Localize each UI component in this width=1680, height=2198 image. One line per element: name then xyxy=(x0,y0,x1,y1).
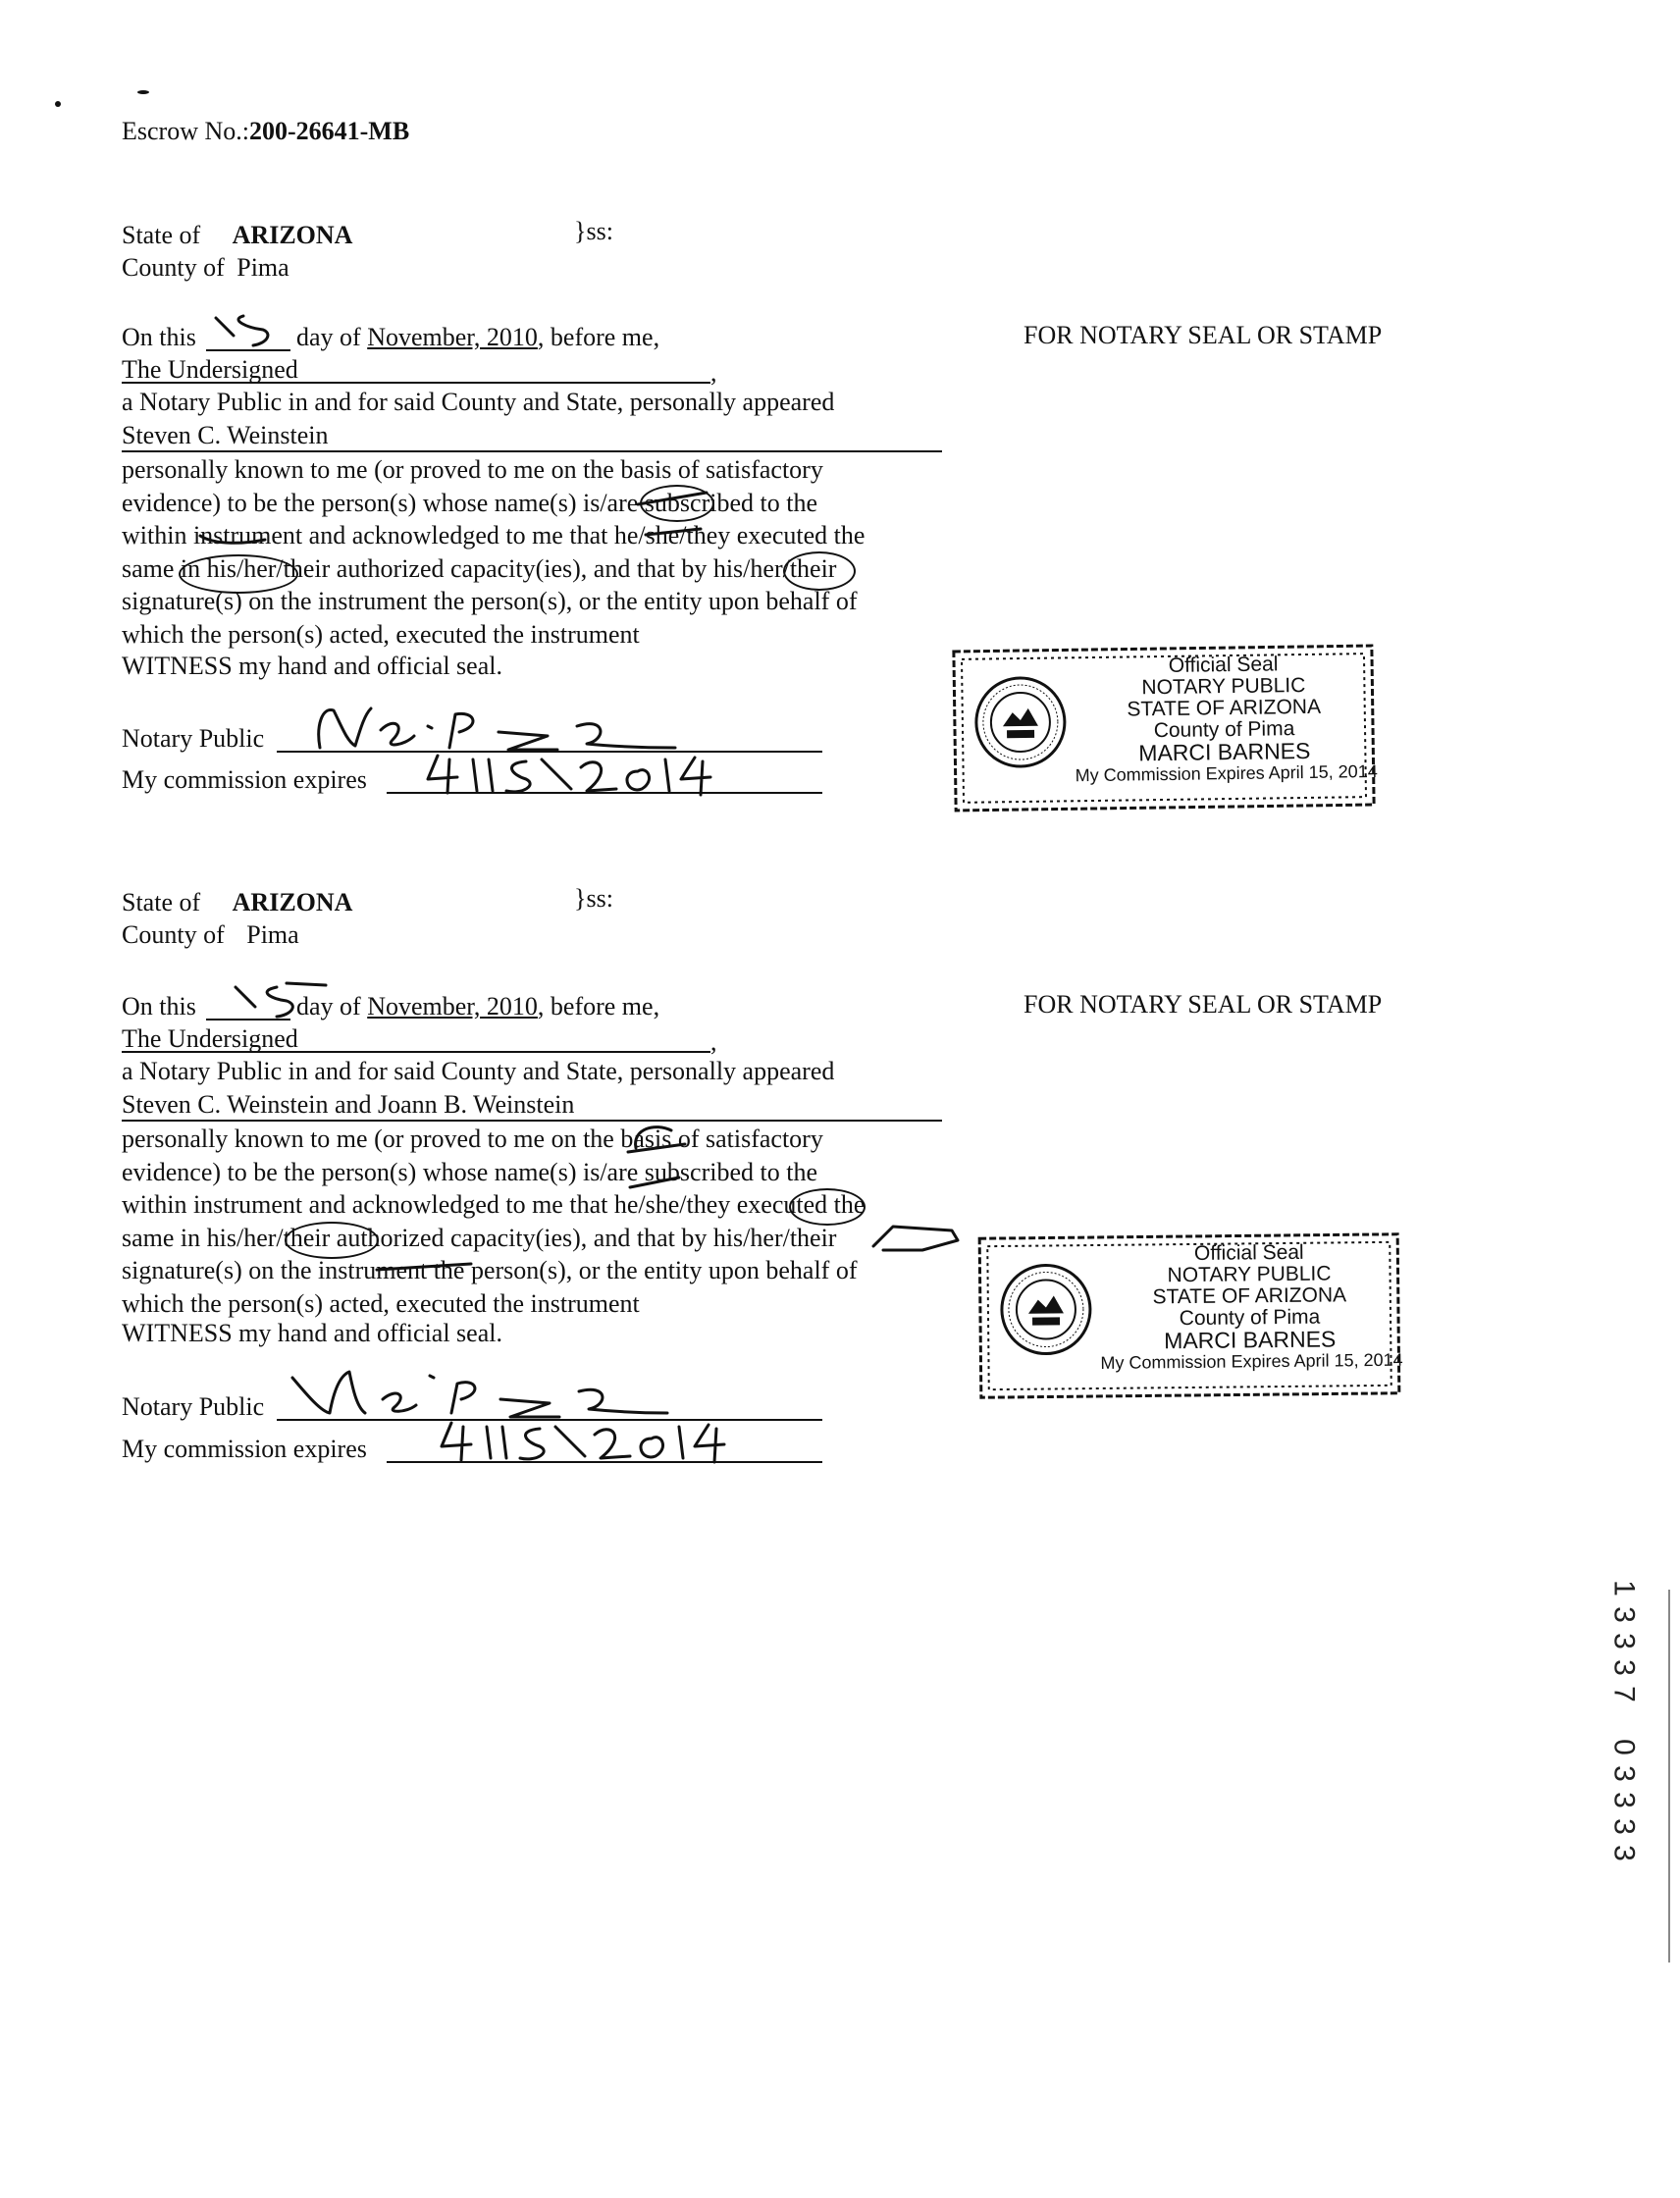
body-line: signature(s) on the instrument the person(s), or the entity upon behalf of xyxy=(122,1256,858,1284)
stamp-line: My Commission Expires April 15, 2014 xyxy=(1100,1349,1403,1373)
body-line: personally known to me (or proved to me on the basis of satisfactory xyxy=(122,455,823,484)
body-line: personally known to me (or proved to me on the basis of satisfactory xyxy=(122,1125,823,1153)
escrow-number: 200-26641-MB xyxy=(248,117,410,145)
stamp-line: County of Pima xyxy=(1153,717,1295,743)
pen-mark xyxy=(864,1219,962,1258)
handwritten-expiration xyxy=(438,1413,752,1468)
day-of-label: day of xyxy=(296,323,361,351)
stamp-text xyxy=(1099,1240,1403,1374)
appeared-text: a Notary Public in and for said County and State, personally appeared xyxy=(122,1057,835,1085)
county-line xyxy=(122,252,289,284)
county-line xyxy=(122,919,299,951)
notary-public-label: Notary Public xyxy=(122,724,265,753)
recording-digit: 1 xyxy=(1607,1580,1641,1596)
notary-name-comma: , xyxy=(710,1027,717,1056)
state-line xyxy=(122,220,352,251)
body-line: evidence) to be the person(s) whose name(s) is/are subscribed to the xyxy=(122,1157,817,1186)
on-this-label: On this xyxy=(122,323,196,351)
notary-name-comma: , xyxy=(710,358,717,387)
signer-line xyxy=(122,1120,942,1122)
stamp-line: Official Seal xyxy=(1168,653,1279,677)
body-line: signature(s) on the instrument the person(s), or the entity upon behalf of xyxy=(122,587,858,615)
body-line: which the person(s) acted, executed the instrument xyxy=(122,1288,640,1318)
notary-name-line xyxy=(122,382,710,384)
stamp-line: MARCI BARNES xyxy=(1164,1326,1337,1354)
stamp-line: STATE OF ARIZONA xyxy=(1152,1283,1347,1309)
notary-name: The Undersigned xyxy=(122,1024,298,1053)
notary-name-line xyxy=(122,1051,710,1053)
commission-label: My commission expires xyxy=(122,765,367,794)
signer-line xyxy=(122,450,942,452)
county-value: Pima xyxy=(246,920,299,949)
body-line: within instrument and acknowledged to me that he/she/they executed the xyxy=(122,521,866,550)
notary-stamp xyxy=(951,643,1377,813)
stamp-line: NOTARY PUBLIC xyxy=(1141,673,1306,700)
stamp-line: MARCI BARNES xyxy=(1138,737,1311,766)
pen-circle xyxy=(783,551,856,591)
stamp-line: NOTARY PUBLIC xyxy=(1167,1262,1332,1287)
scan-mark xyxy=(55,101,61,107)
state-line xyxy=(122,887,352,918)
state-seal-icon xyxy=(998,1262,1093,1357)
pen-strike xyxy=(373,1252,481,1291)
county-value: Pima xyxy=(236,253,289,282)
notary-name: The Undersigned xyxy=(122,355,298,384)
escrow-label: Escrow No.: xyxy=(122,117,249,145)
handwritten-day xyxy=(208,310,287,353)
seal-heading: FOR NOTARY SEAL OR STAMP xyxy=(1024,321,1383,349)
state-label: State of xyxy=(122,888,201,916)
stamp-line: My Commission Expires April 15, 2014 xyxy=(1075,760,1378,786)
pen-mark xyxy=(177,530,294,569)
body-line: evidence) to be the person(s) whose name(s) is/are subscribed to the xyxy=(122,488,817,517)
recording-digit: 3 xyxy=(1607,1792,1641,1808)
date-line xyxy=(296,991,659,1022)
pen-strike xyxy=(620,1162,699,1201)
stamp-line: STATE OF ARIZONA xyxy=(1127,695,1322,721)
recording-number xyxy=(1605,1575,1645,1866)
recording-digit: 7 xyxy=(1607,1686,1641,1702)
date-value: November, 2010 xyxy=(367,323,538,351)
state-value: ARIZONA xyxy=(232,888,353,916)
body-line: same in his/her/their authorized capacity(ies), and that by his/her/their xyxy=(122,553,837,583)
handwritten-expiration xyxy=(424,746,718,801)
date-line xyxy=(296,322,659,353)
body-line: within instrument and acknowledged to me that he/she/they executed the xyxy=(122,1190,866,1219)
ss-mark: }ss: xyxy=(574,217,613,245)
body-line: which the person(s) acted, executed the instrument xyxy=(122,619,640,649)
recording-digit: 3 xyxy=(1607,1765,1641,1782)
signer-name: Steven C. Weinstein xyxy=(122,421,329,449)
recording-digit: 3 xyxy=(1607,1633,1641,1649)
recording-digit: 3 xyxy=(1607,1659,1641,1676)
before-me-label: , before me, xyxy=(537,992,660,1020)
notary-public-label: Notary Public xyxy=(122,1392,265,1421)
state-label: State of xyxy=(122,221,201,249)
before-me-label: , before me, xyxy=(537,323,660,351)
signer-name: Steven C. Weinstein and Joann B. Weinstein xyxy=(122,1090,575,1119)
date-value: November, 2010 xyxy=(367,992,538,1020)
escrow-line xyxy=(122,116,409,147)
scan-mark xyxy=(137,90,149,94)
witness-text: WITNESS my hand and official seal. xyxy=(122,652,502,680)
recording-digit: 3 xyxy=(1607,1606,1641,1623)
on-this-label: On this xyxy=(122,992,196,1020)
stamp-text xyxy=(1074,653,1378,786)
commission-label: My commission expires xyxy=(122,1435,367,1463)
ss-mark: }ss: xyxy=(574,884,613,913)
scan-edge xyxy=(1668,1590,1670,1962)
pen-strike xyxy=(642,517,720,547)
county-label: County of xyxy=(122,253,225,282)
stamp-line: Official Seal xyxy=(1193,1240,1304,1265)
state-seal-icon xyxy=(972,674,1068,769)
pen-circle xyxy=(789,1188,866,1226)
seal-heading: FOR NOTARY SEAL OR STAMP xyxy=(1024,990,1383,1019)
notary-stamp xyxy=(976,1231,1402,1401)
stamp-line: County of Pima xyxy=(1179,1305,1321,1331)
pen-circle xyxy=(285,1222,379,1259)
pen-strike xyxy=(616,1119,714,1168)
county-label: County of xyxy=(122,920,225,949)
appeared-text: a Notary Public in and for said County and State, personally appeared xyxy=(122,388,835,416)
recording-digit: 0 xyxy=(1607,1739,1641,1755)
witness-text: WITNESS my hand and official seal. xyxy=(122,1319,502,1347)
body-line: same in his/her/their authorized capacity(ies), and that by his/her/their xyxy=(122,1223,837,1252)
day-of-label: day of xyxy=(296,992,361,1020)
recording-digit: 3 xyxy=(1607,1845,1641,1861)
pen-strike xyxy=(628,483,726,522)
recording-digit: 3 xyxy=(1607,1818,1641,1835)
state-value: ARIZONA xyxy=(232,221,353,249)
